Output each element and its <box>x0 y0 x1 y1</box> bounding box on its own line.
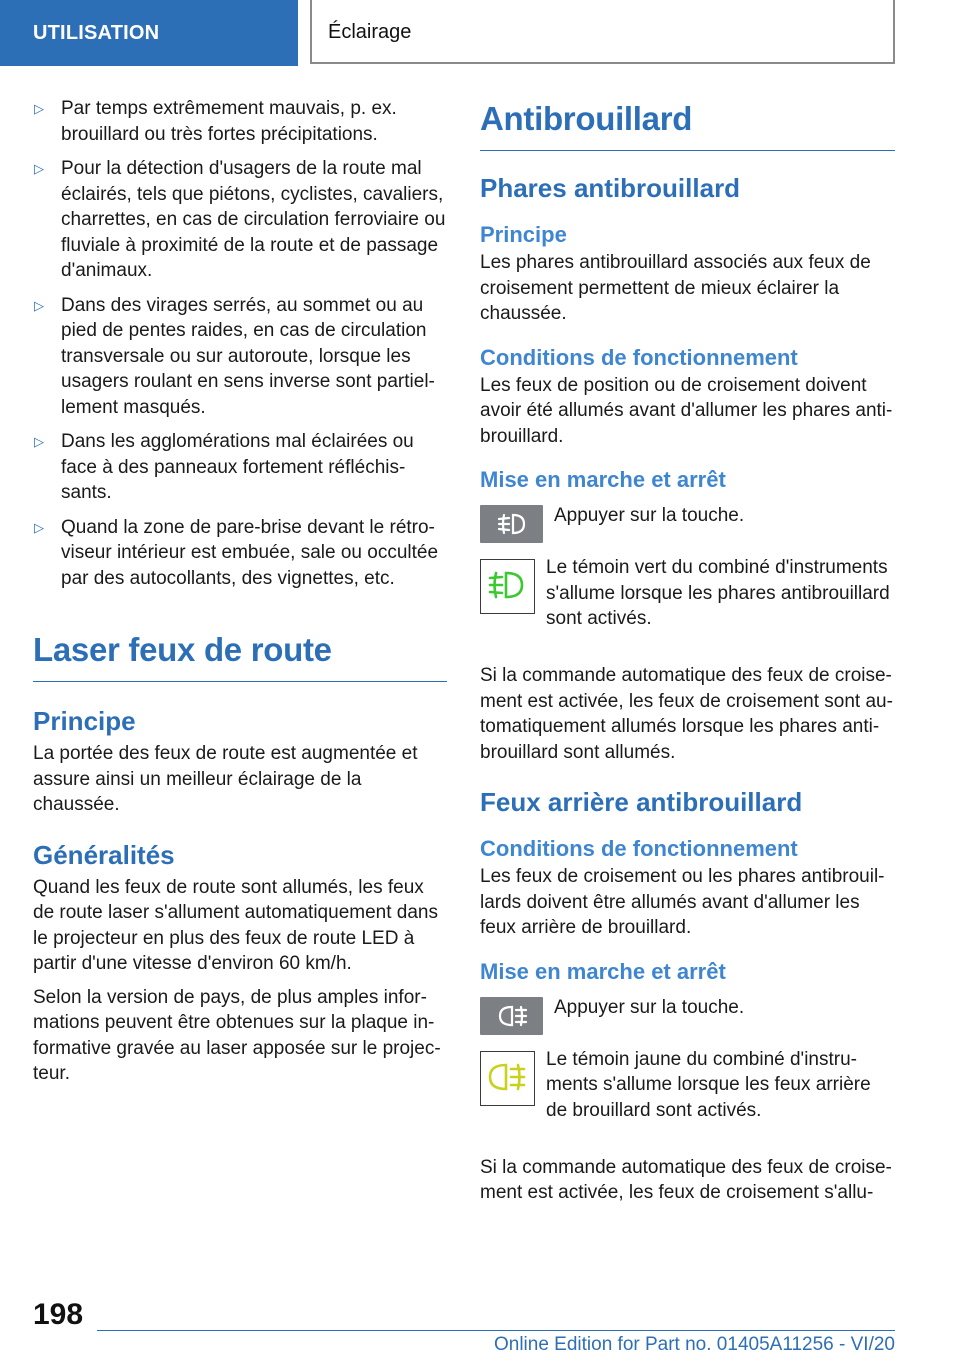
chapter-title: Éclairage <box>310 0 895 64</box>
front-principe-text: Les phares antibrouillard associés aux feux de croisement permettent de mieux éclairer la chaussée. <box>480 252 871 324</box>
rear-fog-button-icon <box>480 997 543 1035</box>
rear-button-text: Appuyer sur la touche. <box>554 996 745 1018</box>
front-indicator-text: Le témoin vert du combiné d'instruments s'allume lorsque les phares antibrouillard sont activés. <box>546 557 890 629</box>
heading-front-fog: Phares antibrouillard <box>480 173 741 203</box>
generalites-paragraph-1: Quand les feux de route sont allumés, les feux de route laser s'allument automatiquement dans le projecteur en plus des feux de route LED à partir d'une vitesse d'environ 60 km/h. <box>33 876 438 974</box>
list-item: ▷ Dans des virages serrés, au sommet ou au pied de pentes raides, en cas de circulation transversale ou sur autoroute, lorsque les usagers roulant en sens inverse sont partiel-lement masqués. <box>34 294 435 418</box>
heading-rear-fog: Feux arrière antibrouillard <box>480 787 803 817</box>
rear-auto-text: Si la commande automatique des feux de croise-ment est activée, les feux de croisement s'allu- <box>480 1156 892 1203</box>
rear-fog-controls <box>480 997 895 1155</box>
front-conditions-text: Les feux de position ou de croisement doivent avoir été allumés avant d'allumer les phares anti-brouillard. <box>480 374 893 447</box>
triangle-bullet-icon: ▷ <box>34 434 44 449</box>
heading-rear-conditions: Conditions de fonctionnement <box>480 836 798 861</box>
rear-fog-indicator-icon <box>480 1051 535 1106</box>
front-auto-text: Si la commande automatique des feux de croise-ment est activée, les feux de croisement sont au-tomatiquement allumés lorsque les phares anti-brouillard sont allumés. <box>480 665 893 763</box>
list-item: ▷ Dans les agglomérations mal éclairées ou face à des panneaux fortement réfléchis-sants. <box>34 431 414 503</box>
rear-indicator-text: Le témoin jaune du combiné d'instru-ments s'allume lorsque les feux arrière de brouillard sont activés. <box>546 1048 871 1121</box>
triangle-bullet-icon: ▷ <box>34 101 44 116</box>
list-item: ▷ Pour la détection d'usagers de la route mal éclairés, tels que piétons, cyclistes, cavaliers, charrettes, en cas de circulation ferroviaire ou fluviale à proximité de la route et de passage d'animaux. <box>34 158 446 281</box>
rear-conditions-text: Les feux de croisement ou les phares antibrouil-lards doivent être allumés avant d'allumer les feux arrière de brouillard. <box>480 866 885 938</box>
conditions-list <box>33 96 447 591</box>
page-number: 198 <box>33 1298 84 1331</box>
right-column <box>480 100 895 1214</box>
heading-principe: Principe <box>33 706 136 736</box>
heading-front-conditions: Conditions de fonctionnement <box>480 344 798 370</box>
heading-rear-switch: Mise en marche et arrêt <box>480 958 726 984</box>
left-column <box>33 96 447 1095</box>
heading-front-switch: Mise en marche et arrêt <box>480 467 726 492</box>
section-title-laser: Laser feux de route <box>33 631 447 682</box>
footer-divider <box>97 1330 895 1331</box>
heading-generalites: Généralités <box>33 839 175 870</box>
section-title-antibrouillard: Antibrouillard <box>480 100 895 151</box>
generalites-paragraph-2: Selon la version de pays, de plus amples infor-mations peuvent être obtenues sur la plaque in-formative gravée au laser apposée sur le projec-teur. <box>33 986 441 1084</box>
front-fog-button-icon <box>480 505 543 543</box>
triangle-bullet-icon: ▷ <box>34 161 44 176</box>
list-item: ▷ Quand la zone de pare-brise devant le rétro-viseur intérieur est embuée, sale ou occultée par des autocollants, des vignettes, etc. <box>34 516 439 589</box>
heading-front-principe: Principe <box>480 222 567 247</box>
front-button-text: Appuyer sur la touche. <box>554 505 745 526</box>
list-item: ▷ Par temps extrêmement mauvais, p. ex. brouillard ou très fortes précipitations. <box>34 98 397 145</box>
page-header <box>0 0 960 66</box>
triangle-bullet-icon: ▷ <box>34 297 44 313</box>
edition-info: Online Edition for Part no. 01405A11256 - VI/20 <box>493 1334 895 1355</box>
section-tab: UTILISATION <box>0 0 298 66</box>
principe-text: La portée des feux de route est augmentée et assure ainsi un meilleur éclairage de la chaussée. <box>33 743 418 815</box>
triangle-bullet-icon: ▷ <box>34 519 44 535</box>
front-fog-controls <box>480 505 895 663</box>
front-fog-indicator-icon <box>480 559 535 614</box>
